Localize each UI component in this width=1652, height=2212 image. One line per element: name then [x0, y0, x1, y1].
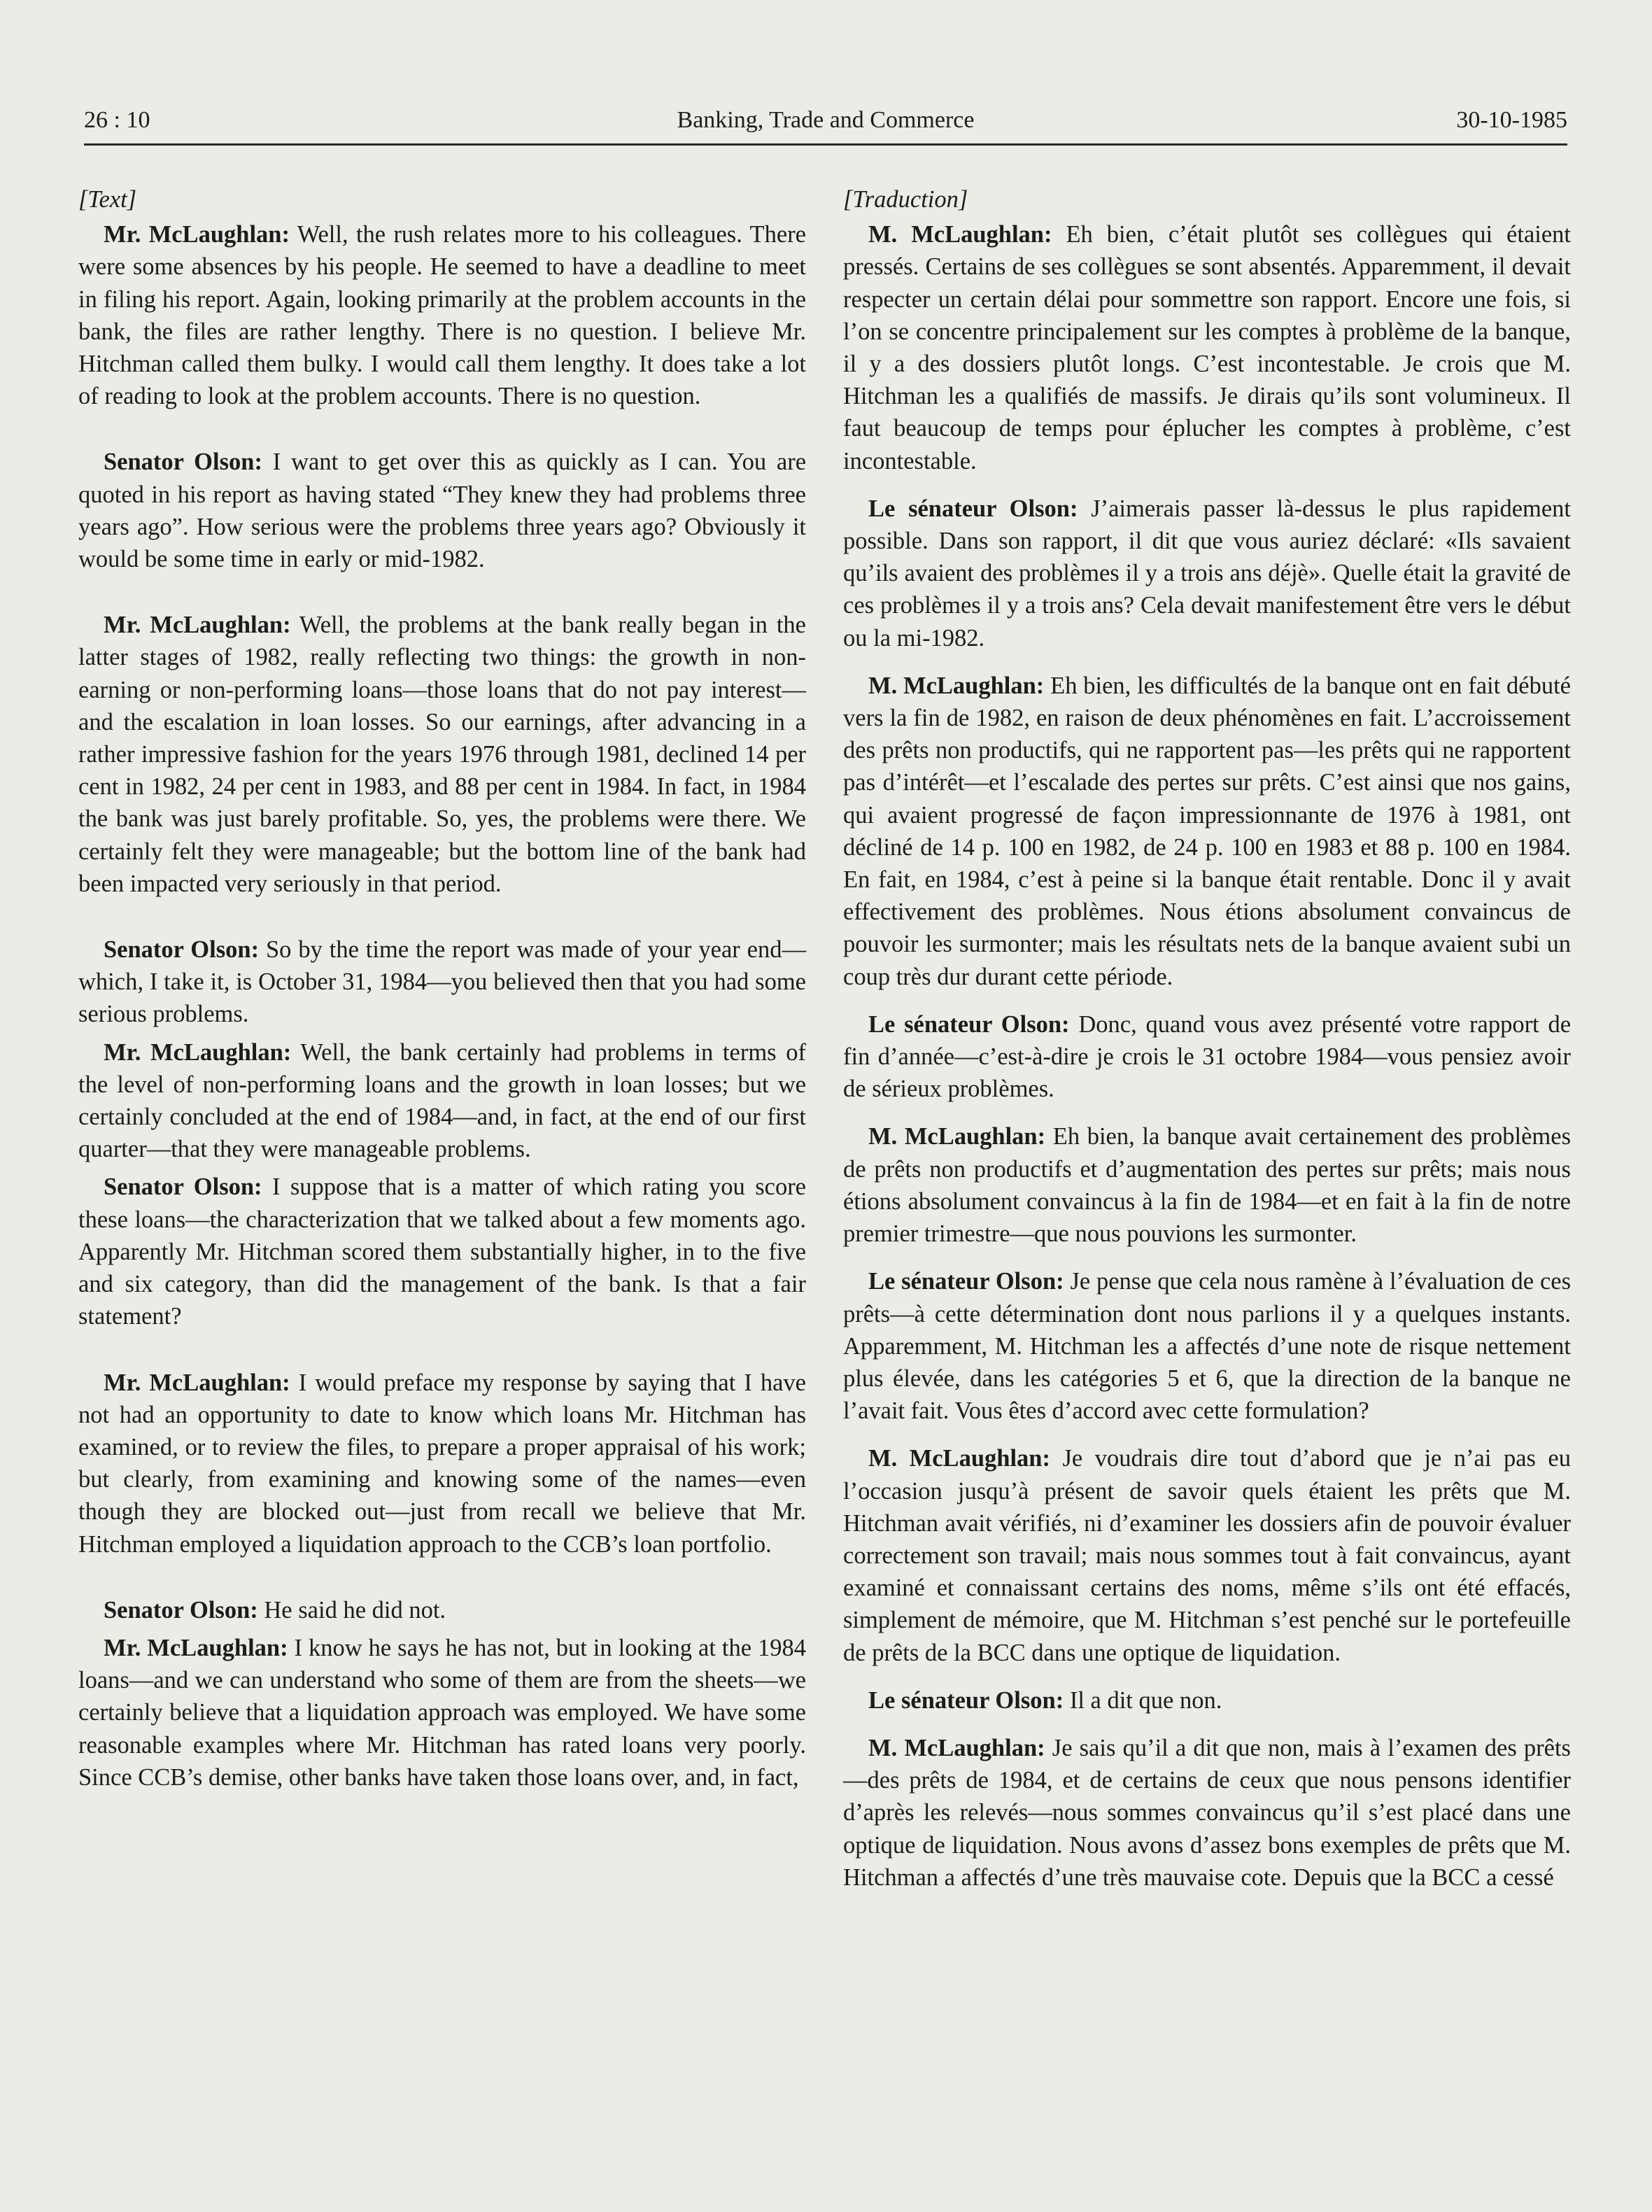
english-column: [78, 183, 806, 1794]
paragraph-text: I suppose that is a matter of which rating you score these loans—the characterization that we talked about a few moments ago. Apparently Mr. Hitchman scored them substantially higher, in to the five and six category, than did the management of the bank. Is that a fair statement?: [78, 1174, 806, 1330]
paragraph: [843, 1265, 1571, 1427]
section-label-text: [Text]: [78, 186, 137, 213]
paragraph-text: I want to get over this as quickly as I can. You are quoted in his report as having stated “They knew they had problems three years ago”. How serious were the problems three years ago? Obviously it would be some time in early or mid-1982.: [78, 449, 807, 573]
header-date: 30-10-1985: [1456, 107, 1567, 133]
paragraph: [843, 218, 1571, 477]
speaker-name: Le sénateur Olson:: [868, 1686, 1064, 1714]
paragraph: [78, 1036, 806, 1166]
speaker-name: Mr. McLaughlan:: [104, 1038, 292, 1066]
paragraph-text: Eh bien, c’était plutôt ses collègues qui étaient pressés. Certains de ses collègues se sont absentés. Apparemment, il devait respecter un certain délai pour sommettre son rapport. Encore une fois, si l’on se concentre principalement sur les comptes à problème de la banque, il y a des dossiers plutôt longs. C’est incontestable. Je crois que M. Hitchman les a qualifiés de massifs. Je dirais qu’ils sont volumineux. Il faut beaucoup de temps pour éplucher les comptes à problème, c’est incontestable.: [843, 221, 1571, 474]
paragraph-text: Well, the problems at the bank really began in the latter stages of 1982, really reflecting two things: the growth in non-earning or non-performing loans—those loans that do not pay interest—and the escalation in loan losses. So our earnings, after advancing in a rather impressive fashion for the years 1976 through 1981, declined 14 per cent in 1982, 24 per cent in 1983, and 88 per cent in 1984. In fact, in 1984 the bank was just barely profitable. So, yes, the problems were there. We certainly felt they were manageable; but the bottom line of the bank had been impacted very seriously in that period.: [78, 612, 806, 897]
paragraph-text: Je sais qu’il a dit que non, mais à l’examen des prêts—des prêts de 1984, et de certains de ceux que nous pensons identifier d’après les relevés—nous sommes convaincus qu’il s’est placé dans une optique de liquidation. Nous avons d’assez bons exemples de prêts que M. Hitchman a affectés d’une très mauvaise cote. Depuis que la BCC a cessé: [843, 1734, 1571, 1891]
paragraph: [78, 1594, 806, 1626]
paragraph: [843, 493, 1571, 654]
speaker-name: M. McLaughlan:: [868, 672, 1045, 699]
running-title: Banking, Trade and Commerce: [677, 107, 975, 133]
paragraph: [843, 1442, 1571, 1668]
paragraph: [843, 1684, 1571, 1717]
speaker-name: Le sénateur Olson:: [868, 495, 1078, 522]
paragraph: [78, 934, 806, 1031]
paragraph-text: Je voudrais dire tout d’abord que je n’ai pas eu l’occasion jusqu’à présent de savoir quels étaient les prêts que M. Hitchman avait vérifiés, ni d’examiner les dossiers afin de pouvoir évaluer correctement son travail; mais nous sommes tout à fait convaincus, ayant examiné et connaissant certains des noms, même s’ils ont été effacés, simplement de mémoire, que M. Hitchman s’est penché sur le portefeuille de prêts de la BCC dans une optique de liquidation.: [843, 1445, 1571, 1666]
speaker-name: Mr. McLaughlan:: [104, 1634, 288, 1661]
paragraph: [843, 670, 1571, 993]
paragraph-text: Eh bien, les difficultés de la banque ont en fait débuté vers la fin de 1982, en raison de deux phénomènes en fait. L’accroissement des prêts non productifs, qui ne rapportent pas—les prêts qui ne rapportent pas d’intérêt—et l’escalade des pertes sur prêts. C’est ainsi que nos gains, qui avaient progressé de façon impressionnante de 1976 à 1981, ont décliné de 14 p. 100 en 1982, de 24 p. 100 en 1983 et 88 p. 100 en 1984. En fait, en 1984, c’est à peine si la banque était rentable. Donc il y avait effectivement des problèmes. Nous étions absolument convaincus de pouvoir les surmonter; mais les résultats nets de la banque avaient subi un coup très dur durant cette période.: [843, 672, 1571, 990]
paragraph-text: He said he did not.: [257, 1596, 446, 1623]
speaker-name: Le sénateur Olson:: [868, 1010, 1070, 1038]
speaker-name: Mr. McLaughlan:: [104, 221, 290, 248]
speaker-name: Senator Olson:: [104, 1174, 262, 1201]
speaker-name: Senator Olson:: [104, 936, 260, 964]
paragraph: [78, 1171, 806, 1332]
paragraph: [78, 218, 806, 412]
paragraph-text: Well, the bank certainly had problems in terms of the level of non-performing loans and the growth in loan losses; but we certainly concluded at the end of 1984—and, in fact, at the end of our first quarter—that they were manageable problems.: [78, 1038, 806, 1163]
speaker-name: M. McLaughlan:: [868, 1123, 1046, 1150]
paragraph-text: I know he says he has not, but in looking at the 1984 loans—and we can understand who some of them are from the sheets—we certainly believe that a liquidation approach was employed. We have some reasonable examples where Mr. Hitchman has rated loans very poorly. Since CCB’s demise, other banks have taken those loans over, and, in fact,: [78, 1634, 806, 1791]
paragraph-text: Well, the rush relates more to his colleagues. There were some absences by his people. He seemed to have a deadline to meet in filing his report. Again, looking primarily at the problem accounts in the bank, the files are rather lengthy. There is no question. I believe Mr. Hitchman called them bulky. I would call them lengthy. It does take a lot of reading to look at the problem accounts. There is no question.: [78, 221, 806, 410]
french-column: [843, 183, 1571, 1894]
page-header: [84, 107, 1567, 146]
paragraph-text: Je pense que cela nous ramène à l’évaluation de ces prêts—à cette détermination dont nous parlions il y a quelques instants. Apparemment, M. Hitchman les a affectés d’une note de risque nettement plus élevée, dans les catégories 5 et 6, que la direction de la banque ne l’avait fait. Vous êtes d’accord avec cette formulation?: [843, 1268, 1571, 1425]
speaker-name: Senator Olson:: [104, 449, 262, 476]
speaker-name: M. McLaughlan:: [868, 1734, 1045, 1761]
paragraph: [78, 609, 806, 900]
paragraph-text: Donc, quand vous avez présenté votre rapport de fin d’année—c’est-à-dire je crois le 31 octobre 1984—vous pensiez avoir de sérieux problèmes.: [843, 1010, 1572, 1103]
paragraph: [843, 1732, 1571, 1894]
paragraph: [78, 1367, 806, 1561]
paragraph-text: Eh bien, la banque avait certainement des problèmes de prêts non productifs et d’augmentation des pertes sur prêts; mais nous étions absolument convaincus à la fin de 1984—et en fait à la fin de notre premier trimestre—que nous pouvions les surmonter.: [843, 1123, 1571, 1248]
paragraph: [78, 1632, 806, 1794]
paragraph-text: Il a dit que non.: [1064, 1686, 1222, 1714]
speaker-name: Le sénateur Olson:: [868, 1268, 1064, 1295]
paragraph: [78, 446, 806, 575]
paragraph-text: I would preface my response by saying that I have not had an opportunity to date to know which loans Mr. Hitchman has examined, or to review the files, to prepare a proper appraisal of his work; but clearly, from examining and knowing some of the names—even though they are blocked out—just from recall we believe that Mr. Hitchman employed a liquidation approach to the CCB’s loan portfolio.: [78, 1369, 806, 1558]
header-rule: [84, 143, 1567, 146]
speaker-name: Mr. McLaughlan:: [104, 1369, 290, 1396]
speaker-name: M. McLaughlan:: [868, 221, 1052, 248]
paragraph: [843, 1008, 1571, 1106]
speaker-name: Mr. McLaughlan:: [104, 612, 291, 639]
page-number: 26 : 10: [84, 107, 150, 133]
speaker-name: Senator Olson:: [104, 1596, 258, 1623]
section-label-traduction: [Traduction]: [843, 186, 968, 213]
speaker-name: M. McLaughlan:: [868, 1445, 1050, 1472]
paragraph-text: So by the time the report was made of your year end—which, I take it, is October 31, 1984—you believed then that you had some serious problems.: [78, 936, 806, 1028]
paragraph-text: J’aimerais passer là-dessus le plus rapidement possible. Dans son rapport, il dit que vous auriez déclaré: «Ils savaient qu’ils avaient des problèmes il y a trois ans déjè». Quelle était la gravité de ces problèmes il y a trois ans? Cela devait manifestement être vers le début ou la mi-1982.: [843, 495, 1572, 651]
paragraph: [843, 1120, 1571, 1250]
